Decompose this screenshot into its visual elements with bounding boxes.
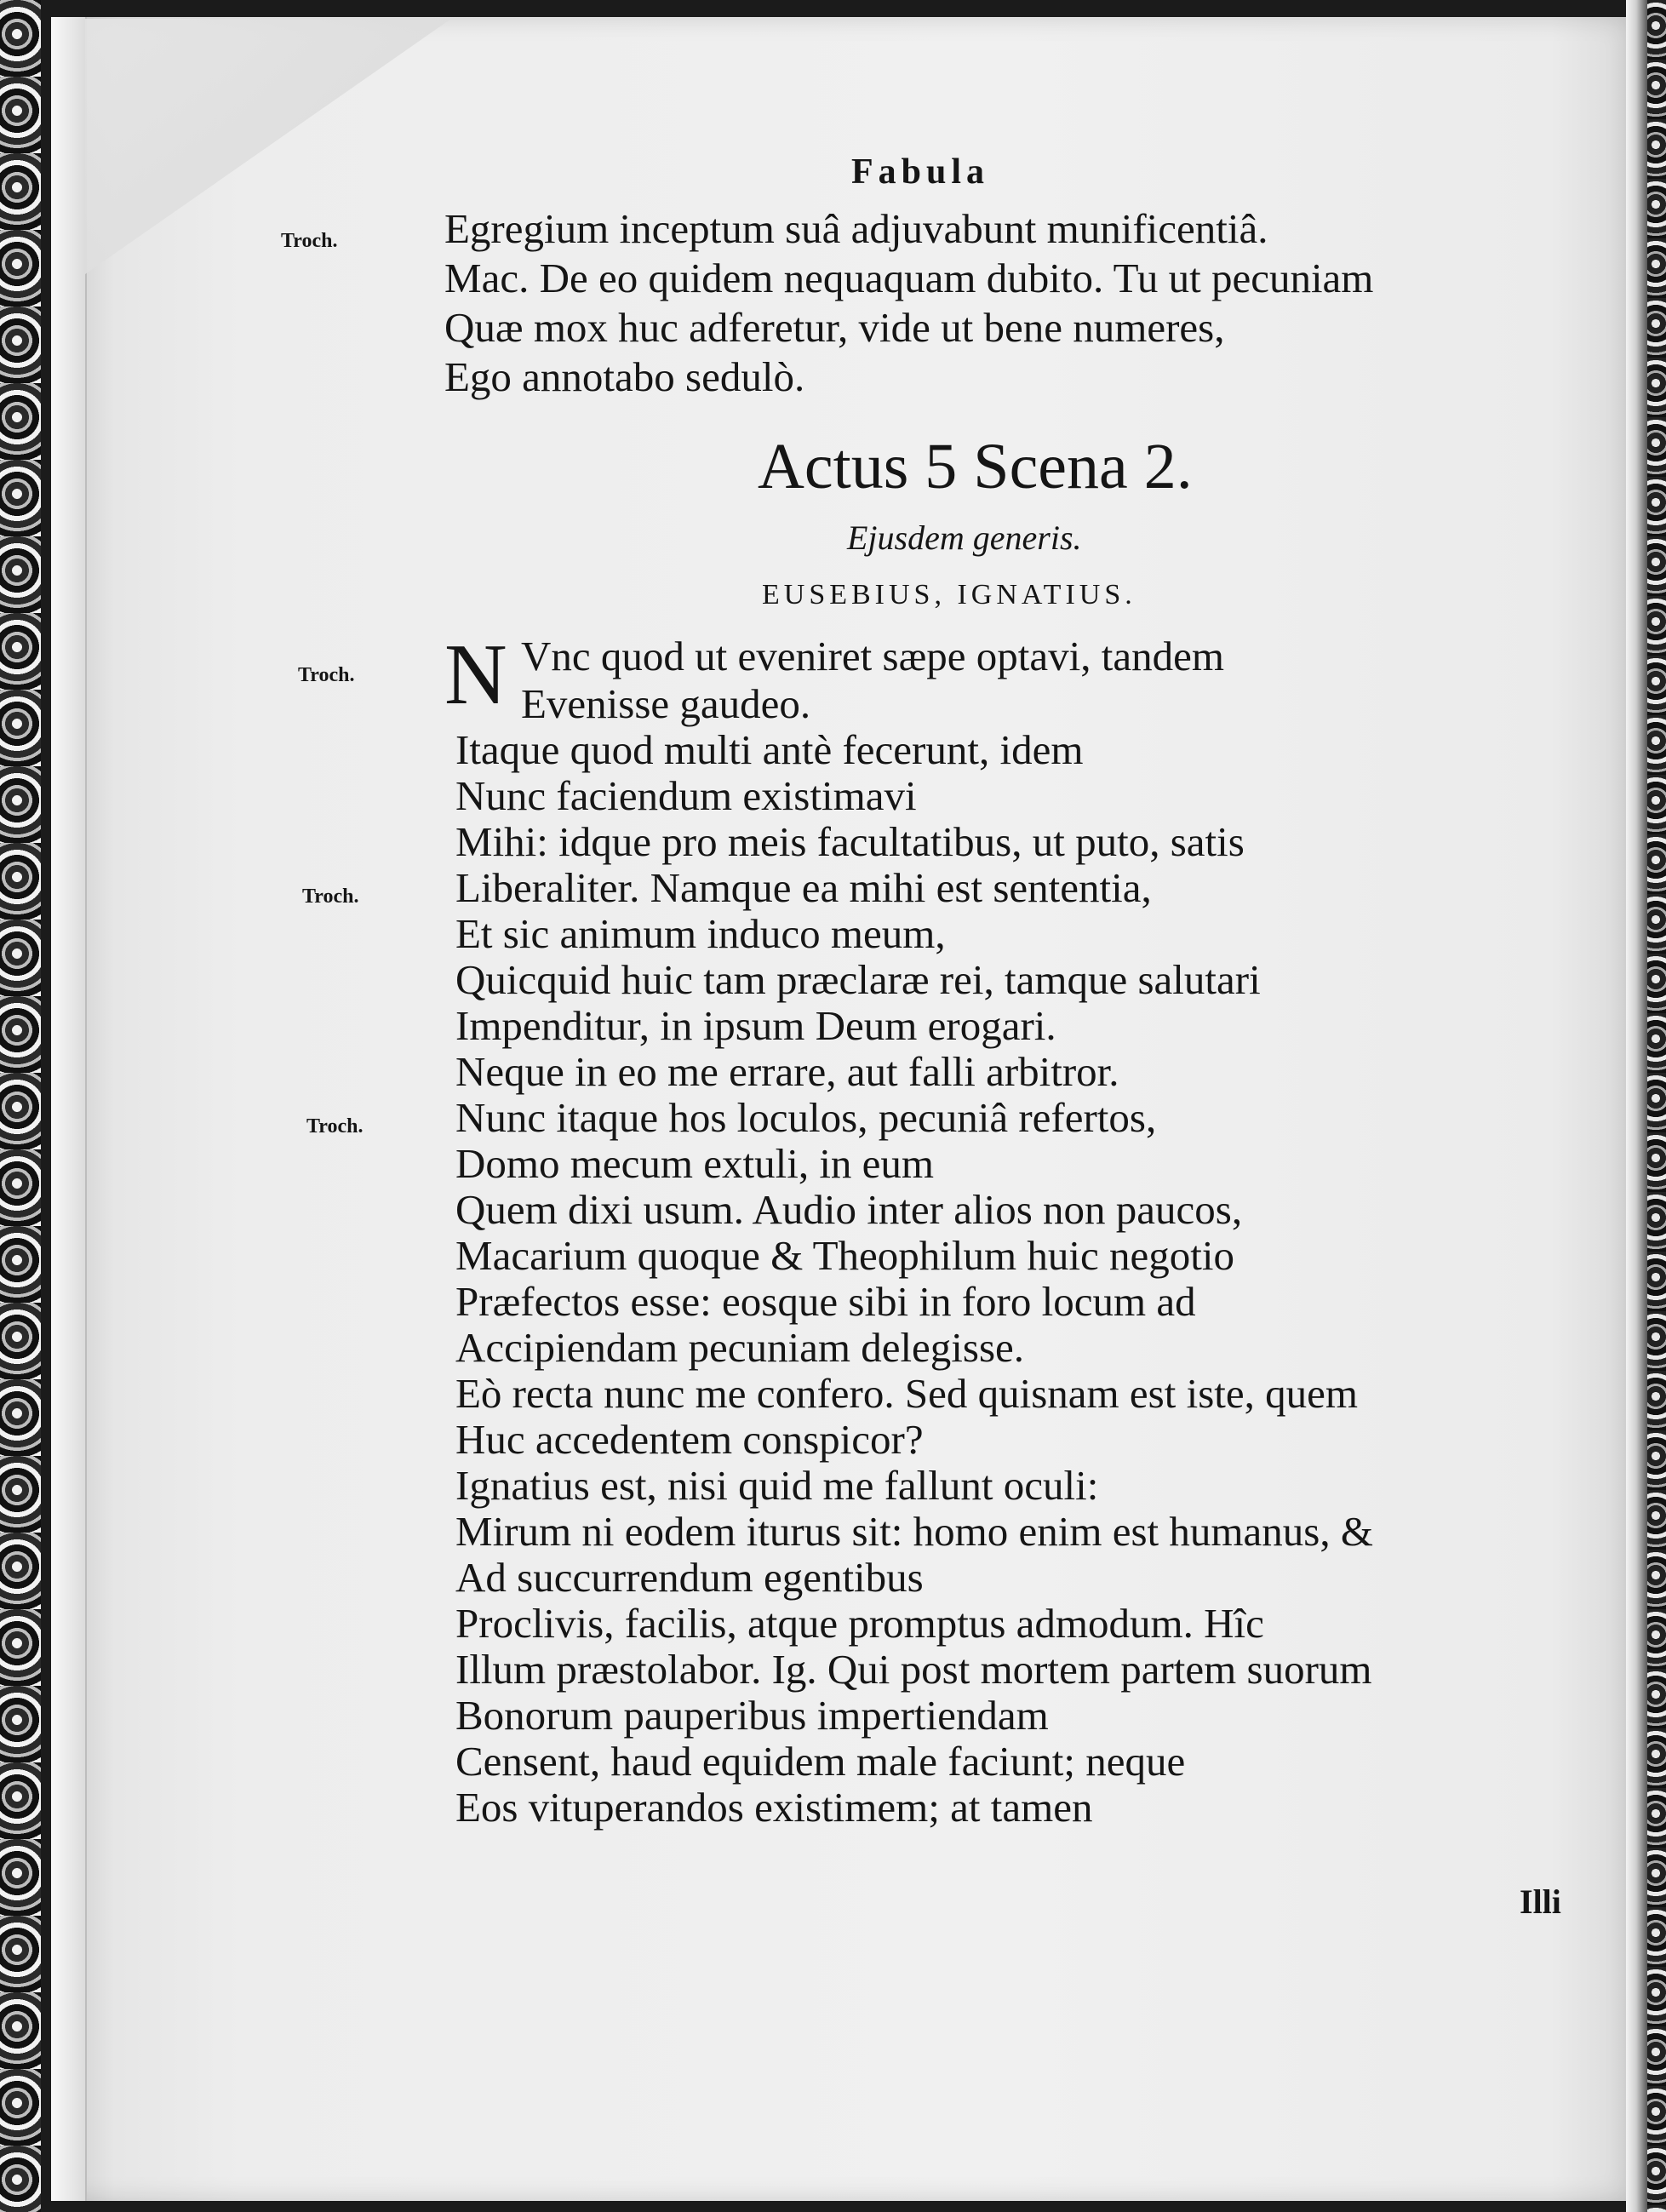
verse-line: Mihi: idque pro meis facultatibus, ut puto, satis: [455, 818, 1245, 865]
speaker-list: EUSEBIUS, IGNATIUS.: [762, 579, 1136, 610]
verse-line: Itaque quod multi antè fecerunt, idem: [455, 726, 1084, 773]
verse-line: Et sic animum induco meum,: [455, 910, 946, 957]
verse-line: Ignatius est, nisi quid me fallunt oculi:: [455, 1462, 1099, 1509]
verse-line: Proclivis, facilis, atque promptus admodum. Hîc: [455, 1600, 1264, 1647]
verse-line: Quem dixi usum. Audio inter alios non paucos,: [455, 1186, 1243, 1233]
verse-line: Censent, haud equidem male faciunt; neque: [455, 1738, 1186, 1785]
margin-note: Troch.: [281, 230, 338, 252]
catchword: Illi: [1520, 1882, 1561, 1921]
verse-line: Accipiendam pecuniam delegisse.: [455, 1324, 1025, 1371]
margin-note: Troch.: [306, 1115, 364, 1138]
verse-line: Neque in eo me errare, aut falli arbitror.: [455, 1048, 1119, 1095]
verse-line: Quæ mox huc adferetur, vide ut bene numeres,: [444, 304, 1225, 351]
verse-line: Mac. De eo quidem nequaquam dubito. Tu ut pecuniam: [444, 255, 1374, 301]
verse-line: Impenditur, in ipsum Deum erogari.: [455, 1002, 1056, 1049]
verse-line: Ad succurrendum egentibus: [455, 1554, 924, 1601]
meter-note: Ejusdem generis.: [847, 519, 1082, 557]
verse-line: Ego annotabo sedulò.: [444, 353, 805, 400]
scene-title: Actus 5 Scena 2.: [758, 431, 1193, 502]
verse-line: Huc accedentem conspicor?: [455, 1416, 924, 1463]
verse-line: Eos vituperandos existimem; at tamen: [455, 1784, 1093, 1831]
verse-line: Illum præstolabor. Ig. Qui post mortem partem suorum: [455, 1646, 1372, 1693]
verse-line: Domo mecum extuli, in eum: [455, 1140, 935, 1187]
verse-line: Præfectos esse: eosque sibi in foro locum ad: [455, 1278, 1196, 1325]
verse-line: Quicquid huic tam præclaræ rei, tamque salutari: [455, 956, 1261, 1003]
verse-line: Evenisse gaudeo.: [521, 680, 811, 727]
verse-line: Vnc quod ut eveniret sæpe optavi, tandem: [521, 633, 1224, 679]
verse-line: Mirum ni eodem iturus sit: homo enim est humanus, &: [455, 1508, 1373, 1555]
drop-cap: N: [444, 627, 507, 723]
margin-note: Troch.: [298, 664, 355, 686]
verse-line: Nunc itaque hos loculos, pecuniâ refertos,: [455, 1094, 1157, 1141]
verse-line: Bonorum pauperibus impertiendam: [455, 1692, 1049, 1739]
verse-line: Nunc faciendum existimavi: [455, 772, 917, 819]
margin-note: Troch.: [302, 885, 359, 908]
verse-line: Eò recta nunc me confero. Sed quisnam est iste, quem: [455, 1370, 1358, 1417]
running-head: Fabula: [851, 152, 990, 192]
verse-line: Egregium inceptum suâ adjuvabunt munificentiâ.: [444, 205, 1268, 252]
verse-line: Macarium quoque & Theophilum huic negotio: [455, 1232, 1234, 1279]
verse-line: Liberaliter. Namque ea mihi est sententia,: [455, 864, 1152, 911]
